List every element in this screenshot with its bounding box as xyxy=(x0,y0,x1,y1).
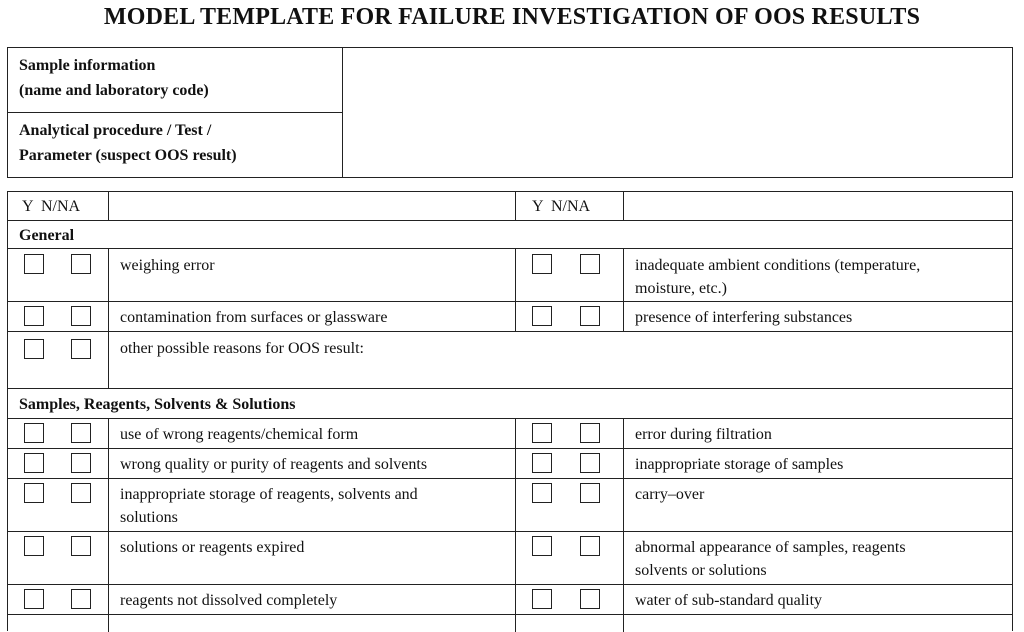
item-water-quality: water of sub-standard quality xyxy=(635,592,823,609)
item-contamination: contamination from surfaces or glassware xyxy=(120,309,388,326)
sample-info-table xyxy=(7,47,1013,178)
checkbox-no-na[interactable] xyxy=(580,423,600,443)
row-divider xyxy=(8,531,1012,532)
item-storage-samples: inappropriate storage of samples xyxy=(635,456,844,473)
column-divider xyxy=(108,248,109,388)
checkbox-no-na[interactable] xyxy=(71,254,91,274)
item-inadequate-ambient-line2: moisture, etc.) xyxy=(635,280,727,297)
sample-information-label-line1: Sample information xyxy=(19,57,156,74)
row-divider xyxy=(8,220,1012,221)
checkbox-yes[interactable] xyxy=(24,453,44,473)
checkbox-yes[interactable] xyxy=(24,483,44,503)
section-samples-heading: Samples, Reagents, Solvents & Solutions xyxy=(19,396,296,413)
item-carry-over: carry–over xyxy=(635,486,705,503)
column-divider xyxy=(515,192,516,220)
item-abnormal-appearance xyxy=(635,536,906,582)
checkbox-no-na[interactable] xyxy=(580,306,600,326)
item-filtration-error: error during filtration xyxy=(635,426,772,443)
checkbox-yes[interactable] xyxy=(24,536,44,556)
item-abnormal-line1: abnormal appearance of samples, reagents xyxy=(635,539,906,556)
sample-info-value-field[interactable] xyxy=(343,48,1012,177)
checkbox-no-na[interactable] xyxy=(580,254,600,274)
checkbox-no-na[interactable] xyxy=(71,589,91,609)
item-interfering-substances: presence of interfering substances xyxy=(635,309,853,326)
column-divider xyxy=(515,418,516,632)
checkbox-yes[interactable] xyxy=(532,423,552,443)
row-divider xyxy=(8,478,1012,479)
checkbox-no-na[interactable] xyxy=(71,423,91,443)
item-storage-reagents-line2: solutions xyxy=(120,509,178,526)
item-inadequate-ambient-line1: inadequate ambient conditions (temperature, xyxy=(635,257,921,274)
checkbox-yes[interactable] xyxy=(532,483,552,503)
checkbox-no-na[interactable] xyxy=(580,453,600,473)
analytical-procedure-label xyxy=(8,113,342,179)
row-divider xyxy=(8,248,1012,249)
checkbox-yes[interactable] xyxy=(532,306,552,326)
item-other-reasons: other possible reasons for OOS result: xyxy=(120,340,364,357)
item-abnormal-line2: solvents or solutions xyxy=(635,562,767,579)
checkbox-no-na[interactable] xyxy=(71,339,91,359)
checkbox-no-na[interactable] xyxy=(580,483,600,503)
header-y-n-na-right: Y N/NA xyxy=(532,198,591,215)
column-divider xyxy=(108,418,109,632)
checkbox-yes[interactable] xyxy=(24,254,44,274)
column-divider xyxy=(515,248,516,331)
column-divider xyxy=(108,192,109,220)
row-divider xyxy=(8,584,1012,585)
section-general-heading: General xyxy=(19,227,75,244)
checkbox-yes[interactable] xyxy=(532,536,552,556)
item-wrong-reagents: use of wrong reagents/chemical form xyxy=(120,426,359,443)
checkbox-yes[interactable] xyxy=(24,589,44,609)
item-not-dissolved: reagents not dissolved completely xyxy=(120,592,338,609)
column-divider xyxy=(623,418,624,632)
checkbox-yes[interactable] xyxy=(532,453,552,473)
sample-information-label-line2: (name and laboratory code) xyxy=(19,82,209,99)
analytical-procedure-label-line2: Parameter (suspect OOS result) xyxy=(19,147,237,164)
page-title: MODEL TEMPLATE FOR FAILURE INVESTIGATION OF OOS RESULTS xyxy=(103,4,921,30)
column-divider xyxy=(623,192,624,220)
checkbox-yes[interactable] xyxy=(24,306,44,326)
item-expired: solutions or reagents expired xyxy=(120,539,305,556)
item-storage-reagents-line1: inappropriate storage of reagents, solvents and xyxy=(120,486,418,503)
item-weighing-error: weighing error xyxy=(120,257,215,274)
checkbox-no-na[interactable] xyxy=(580,589,600,609)
row-divider xyxy=(8,448,1012,449)
column-divider xyxy=(623,248,624,331)
item-inadequate-ambient-conditions xyxy=(635,254,920,300)
header-y-n-na-left: Y N/NA xyxy=(22,198,81,215)
checkbox-no-na[interactable] xyxy=(580,536,600,556)
checkbox-no-na[interactable] xyxy=(71,306,91,326)
row-divider xyxy=(8,418,1012,419)
checkbox-no-na[interactable] xyxy=(71,453,91,473)
item-wrong-quality: wrong quality or purity of reagents and solvents xyxy=(120,456,428,473)
checklist-table xyxy=(7,191,1013,631)
checkbox-yes[interactable] xyxy=(24,339,44,359)
item-storage-reagents xyxy=(120,483,418,529)
row-divider xyxy=(8,331,1012,332)
checkbox-yes[interactable] xyxy=(532,589,552,609)
row-divider xyxy=(8,614,1012,615)
checkbox-no-na[interactable] xyxy=(71,536,91,556)
row-divider xyxy=(8,301,1012,302)
checkbox-no-na[interactable] xyxy=(71,483,91,503)
analytical-procedure-label-line1: Analytical procedure / Test / xyxy=(19,122,212,139)
checkbox-yes[interactable] xyxy=(532,254,552,274)
row-divider xyxy=(8,388,1012,389)
sample-information-label xyxy=(8,48,342,113)
checkbox-yes[interactable] xyxy=(24,423,44,443)
